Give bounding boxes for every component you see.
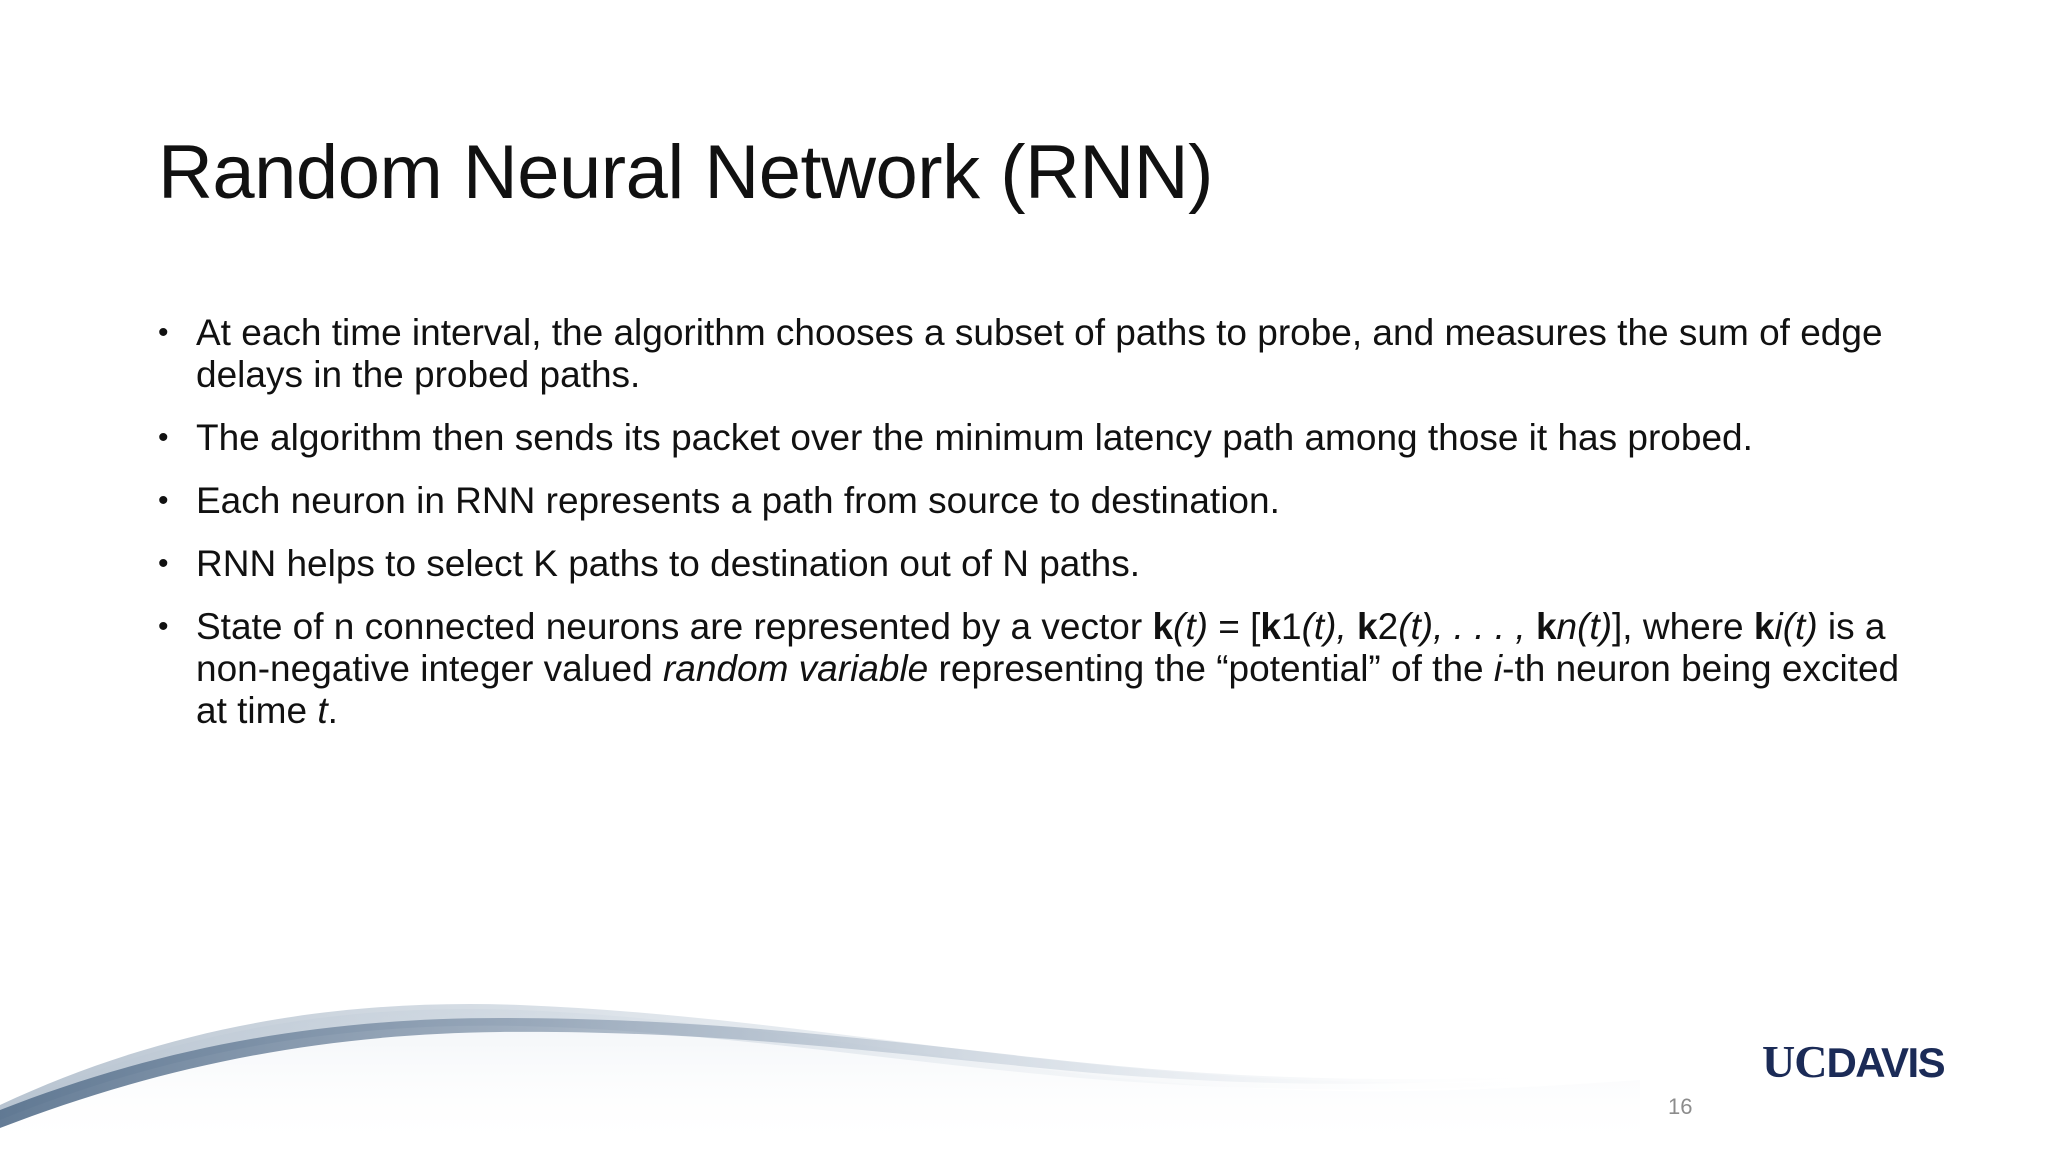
bullet-text-run: n(t) (1556, 606, 1613, 647)
bullet-item (158, 543, 1918, 585)
bullet-text-run: RNN helps to select K paths to destination out of N paths. (196, 543, 1141, 584)
bullet-text-run: i (1493, 648, 1503, 689)
bullet-text (196, 312, 1883, 395)
bullet-text (196, 417, 1753, 458)
bullet-text-run: k (1357, 606, 1378, 647)
bullet-text-run: The algorithm then sends its packet over the minimum latency path among those it has probed. (196, 417, 1753, 458)
bullet-text-run: (t), (1301, 606, 1358, 647)
bullet-text-run: Each neuron in RNN represents a path from source to destination. (196, 480, 1280, 521)
bullet-text (196, 543, 1140, 584)
bullet-text-run: 1 (1280, 606, 1302, 647)
logo-davis-text: DAVIS (1826, 1039, 1945, 1086)
bullet-text (196, 480, 1280, 521)
bullet-text-run: State of n connected neurons are represented by a vector (196, 606, 1153, 647)
slide-title: Random Neural Network (RNN) (158, 130, 1213, 215)
bullet-list (158, 312, 1918, 753)
bullet-text-run: 2 (1377, 606, 1399, 647)
bullet-text-run: k (1535, 606, 1557, 647)
bullet-text-run: i(t) (1774, 606, 1818, 647)
bullet-text-run: random variable (662, 648, 929, 689)
bullet-icon: • (158, 421, 169, 454)
bullet-icon: • (158, 610, 169, 643)
bullet-text (196, 606, 1899, 731)
bullet-text-run: At each time interval, the algorithm chooses a subset of paths to probe, and measures the sum of edge delays in the probed paths. (196, 312, 1883, 395)
bullet-text-run: k (1260, 606, 1281, 647)
bullet-text-run: k (1753, 606, 1775, 647)
bullet-text-run: ], where (1612, 606, 1754, 647)
bullet-text-run: k (1152, 606, 1174, 647)
bullet-item (158, 480, 1918, 522)
bullet-text-run: t (317, 690, 328, 731)
bullet-item (158, 417, 1918, 459)
bullet-text-run: (t), . . . , (1398, 606, 1536, 647)
bullet-text-run: (t) (1173, 606, 1208, 647)
bullet-text-run: representing the “potential” of the (928, 648, 1494, 689)
bullet-text-run: is a non-negative integer valued (196, 606, 1886, 689)
bullet-text-run: = [ (1207, 606, 1261, 647)
bullet-icon: • (158, 316, 169, 349)
bullet-item (158, 312, 1918, 396)
bullet-icon: • (158, 547, 169, 580)
bullet-text-run: . (327, 690, 338, 731)
bullet-icon: • (158, 484, 169, 517)
bullet-text-run: -th neuron being excited at time (196, 648, 1900, 731)
bullet-item (158, 606, 1918, 732)
page-number: 16 (1668, 1094, 1693, 1119)
logo-uc-text: UC (1762, 1036, 1827, 1087)
decorative-wave (0, 960, 2048, 1152)
ucdavis-logo (1762, 1036, 1944, 1088)
